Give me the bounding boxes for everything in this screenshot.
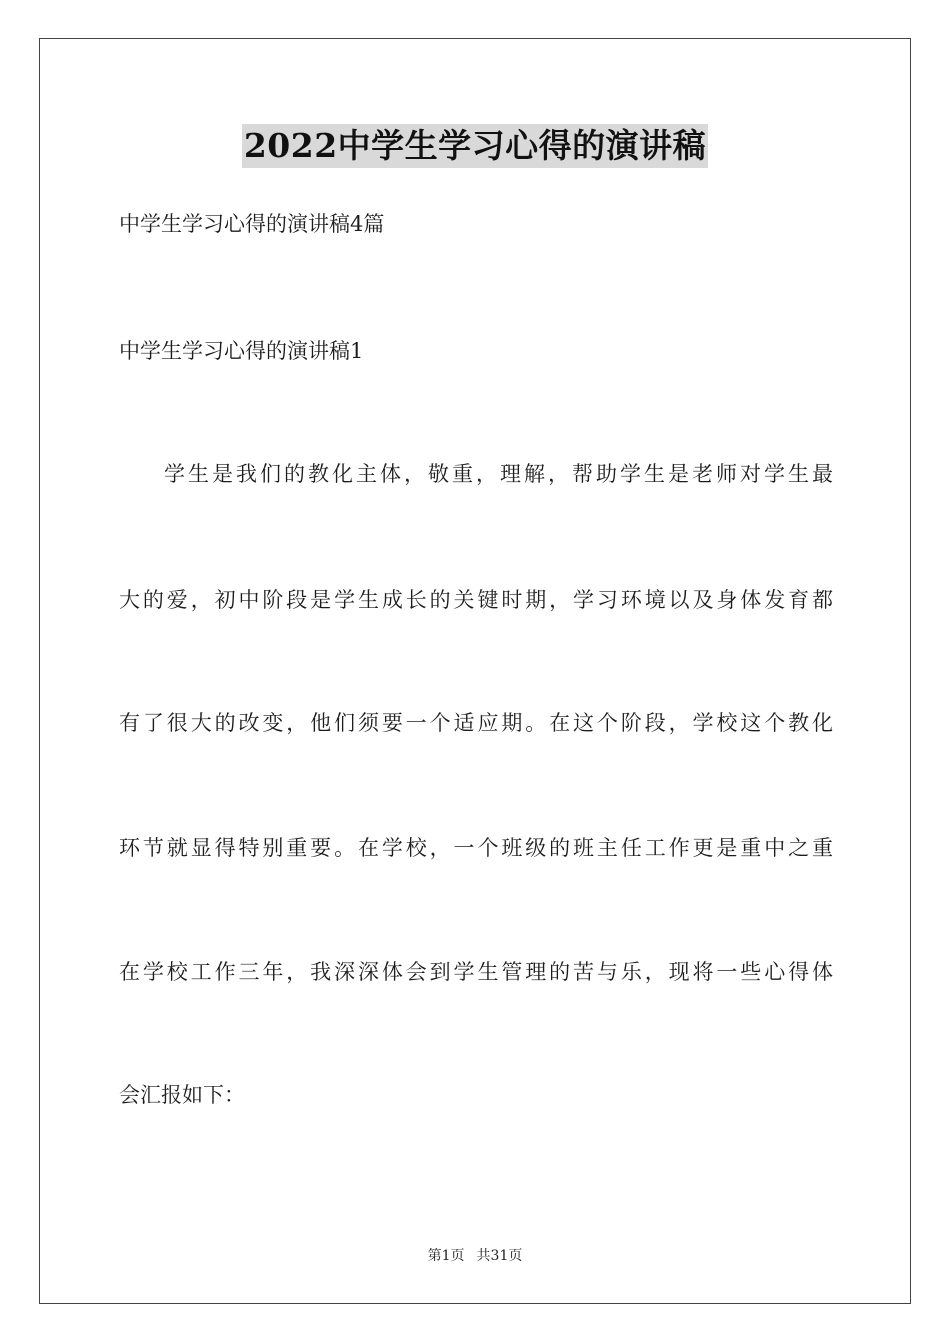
page-number: 第1页 <box>427 1248 465 1264</box>
paragraph-line: 学生是我们的教化主体，敬重，理解，帮助学生是老师对学生最 <box>164 462 833 486</box>
paragraph-line: 有了很大的改变，他们须要一个适应期。在这个阶段，学校这个教化 <box>119 711 833 735</box>
paragraph-line: 大的爱，初中阶段是学生成长的关键时期，学习环境以及身体发育都 <box>119 588 833 612</box>
paragraph-line: 会汇报如下： <box>119 1083 245 1107</box>
page-footer <box>0 1247 950 1265</box>
page-total: 共31页 <box>476 1248 523 1264</box>
paragraph-line: 在学校工作三年，我深深体会到学生管理的苦与乐，现将一些心得体 <box>119 960 833 984</box>
document-title: 2022中学生学习心得的演讲稿 <box>242 124 708 168</box>
title-container <box>0 124 950 168</box>
document-subtitle: 中学生学习心得的演讲稿4篇 <box>119 212 385 236</box>
paragraph-line: 环节就显得特别重要。在学校，一个班级的班主任工作更是重中之重 <box>119 836 833 860</box>
section-heading: 中学生学习心得的演讲稿1 <box>119 339 364 363</box>
